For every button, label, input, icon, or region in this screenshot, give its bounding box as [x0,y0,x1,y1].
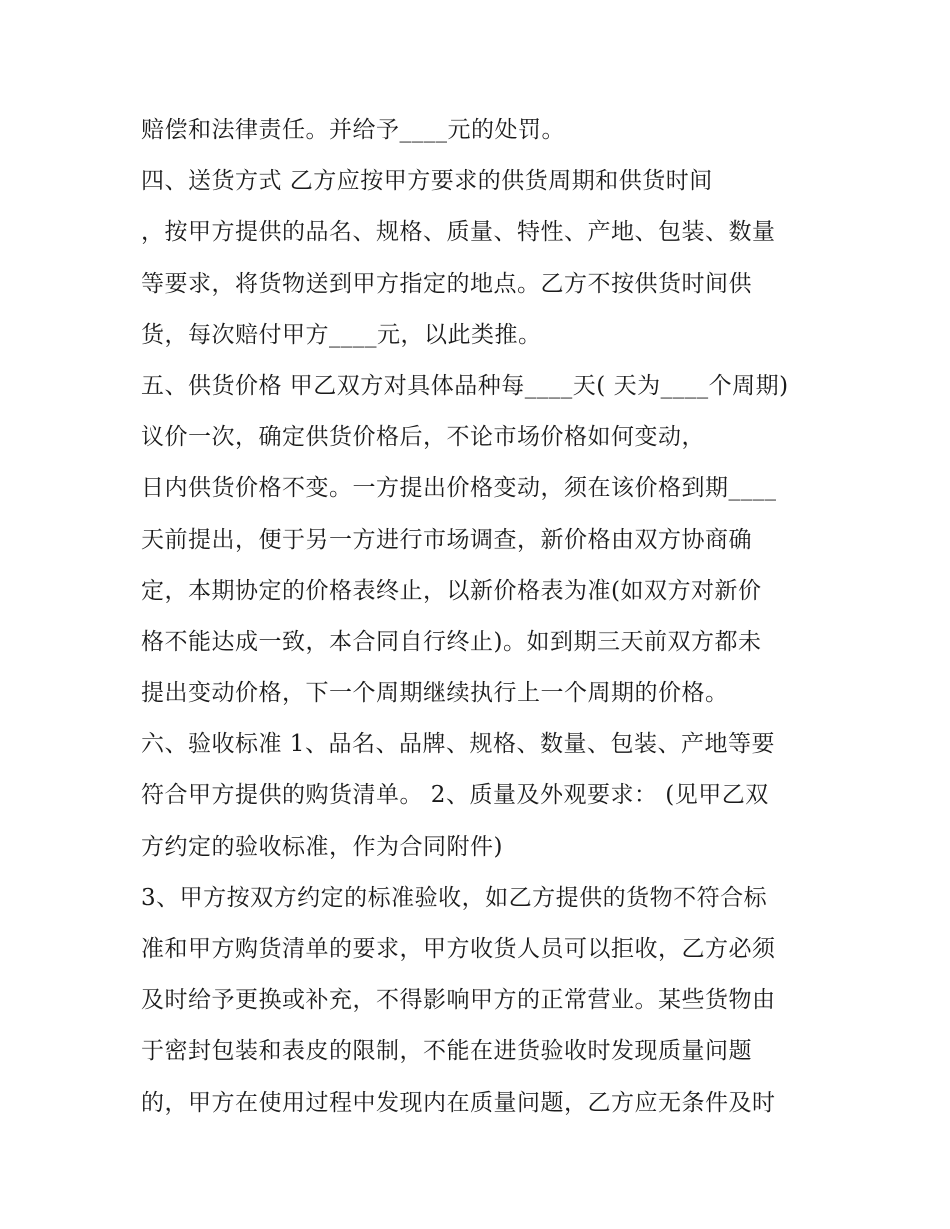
text-line: 货，每次赔付甲方____元，以此类推。 [141,321,542,348]
text-line: 及时给予更换或补充，不得影响甲方的正常营业。某些货物由 [141,987,776,1014]
contract-text [141,108,841,1132]
text-line: 于密封包装和表皮的限制，不能在进货验收时发现质量问题 [141,1038,752,1065]
text-line: 四、送货方式 乙方应按甲方要求的供货周期和供货时间 [141,168,713,195]
text-line: 天前提出，便于另一方进行市场调查，新价格由双方协商确 [141,526,752,553]
text-line: 赔偿和法律责任。并给予____元的处罚。 [141,117,565,143]
text-line: 五、供货价格 甲乙双方对具体品种每____天( 天为____个周期) [141,372,789,399]
text-line: 议价一次，确定供货价格后，不论市场价格如何变动， [141,424,705,451]
text-line: 提出变动价格，下一个周期继续执行上一个周期的价格。 [141,680,729,707]
text-line: 方约定的验收标准，作为合同附件) [141,833,503,860]
text-line: 定，本期协定的价格表终止，以新价格表为准(如双方对新价 [141,577,762,604]
text-line: 准和甲方购货清单的要求，甲方收货人员可以拒收，乙方必须 [141,936,776,962]
text-line: 3、甲方按双方约定的标准验收，如乙方提供的货物不符合标 [141,884,768,911]
text-line: 格不能达成一致，本合同自行终止)。如到期三天前双方都未 [141,628,762,655]
text-line: ，按甲方提供的品名、规格、质量、特性、产地、包装、数量 [141,219,776,246]
text-line: 等要求，将货物送到甲方指定的地点。乙方不按供货时间供 [141,270,752,297]
text-line: 的，甲方在使用过程中发现内在质量问题，乙方应无条件及时 [141,1089,776,1116]
text-line: 符合甲方提供的购货清单。 2、质量及外观要求： (见甲乙双 [141,782,769,809]
text-line: 日内供货价格不变。一方提出价格变动，须在该价格到期____ [141,475,777,502]
text-line: 六、验收标准 1、品名、品牌、规格、数量、包装、产地等要 [141,731,775,758]
